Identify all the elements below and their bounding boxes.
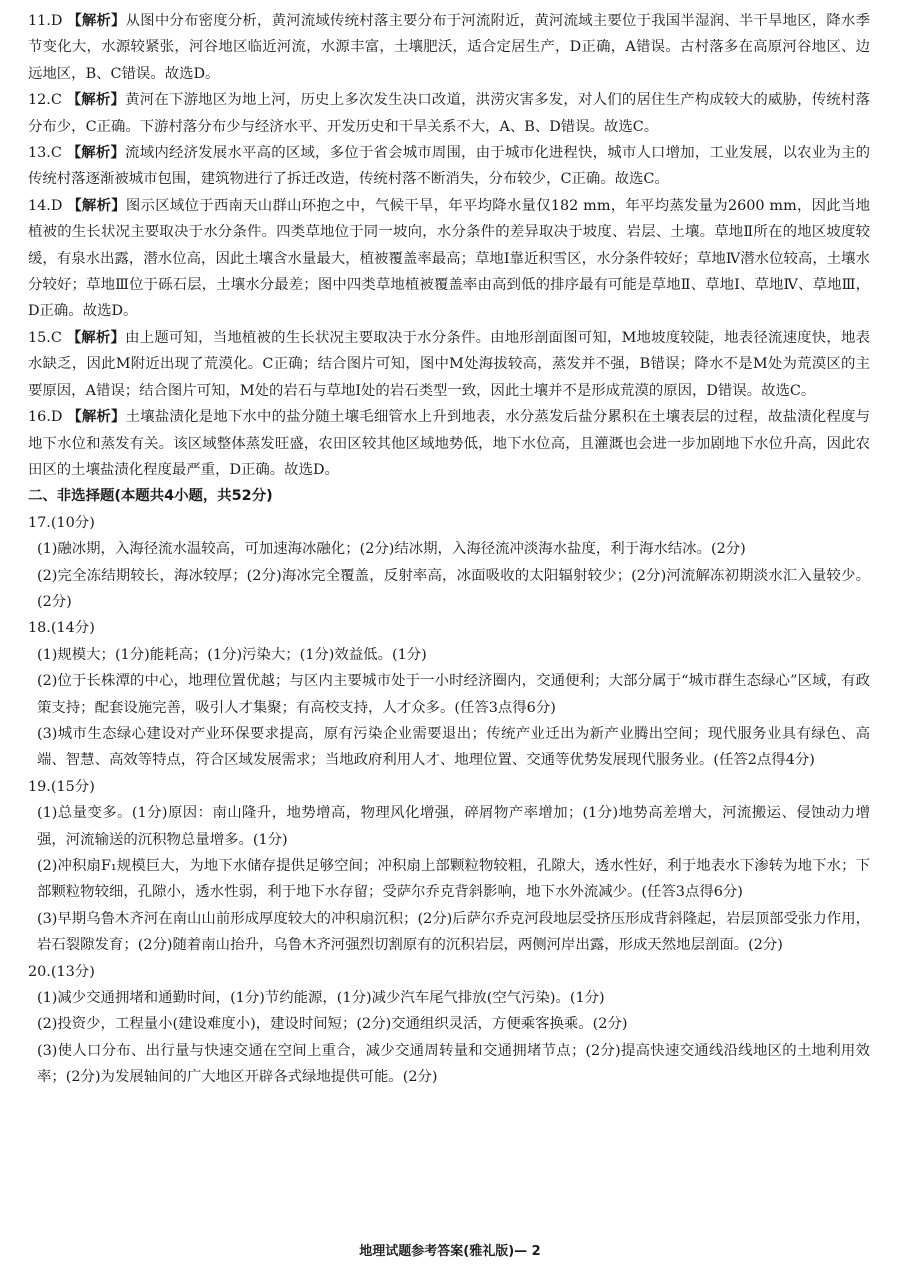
answer-12 [28, 87, 870, 140]
question-18-part-3: (3)城市生态绿心建设对产业环保要求提高，原有污染企业需要退出；传统产业迁出为新产业腾出空间；现代服务业具有绿色、高端、智慧、高效等特点，符合区域发展需求；当地政府利用人才、地理位置、交通等优势发展现代服务业。(任答2点得4分) [37, 725, 870, 769]
analysis-tag: 【解析】 [67, 13, 126, 29]
analysis-tag: 【解析】 [66, 145, 126, 162]
answer-text: 由上题可知，当地植被的生长状况主要取决于水分条件。由地形剖面图可知，M地坡度较陡，地表径流速度快，地表水缺乏，因此M附近出现了荒漠化。C正确；结合图片可知，图中M处海拔较高，蒸发并不强，B错误；降水不是M处为荒漠区的主要原因，A错误；结合图片可知，M处的岩石与草地Ⅰ处的岩石类型一致，因此土壤并不是形成荒漠的原因，D错误。故选C。 [28, 329, 870, 399]
question-19-part-3: (3)早期乌鲁木齐河在南山山前形成厚度较大的冲积扇沉积；(2分)后萨尔乔克河段地层受挤压形成背斜隆起，岩层顶部受张力作用，岩石裂隙发育；(2分)随着南山抬升，乌鲁木齐河强烈切割原有的沉积岩层，两侧河岸出露，形成天然地层剖面。(2分) [37, 910, 870, 954]
question-20-part-3: (3)使人口分布、出行量与快速交通在空间上重合，减少交通周转量和交通拥堵节点；(2分)提高快速交通线沿线地区的土地利用效率；(2分)为发展轴间的广大地区开辟各式绿地提供可能。(2分) [37, 1042, 870, 1086]
answer-16 [28, 404, 870, 483]
question-number: 16.D [28, 409, 68, 426]
answer-14 [28, 193, 870, 325]
analysis-tag: 【解析】 [67, 197, 126, 214]
answer-11 [28, 8, 870, 87]
question-number: 14.D [28, 197, 68, 214]
question-17-part-2: (2)完全冻结期较长，海冰较厚；(2分)海冰完全覆盖，反射率高，冰面吸收的太阳辐射较少；(2分)河流解冻初期淡水汇入量较少。(2分) [37, 567, 870, 610]
question-18-heading: 18.(14分) [28, 620, 95, 637]
answer-text: 黄河在下游地区为地上河，历史上多次发生决口改道，洪涝灾害多发，对人们的居住生产构成较大的威胁，传统村落分布少，C正确。下游村落分布少与经济水平、开发历史和干旱关系不大，A、B、D错误。故选C。 [28, 92, 870, 135]
question-number: 13.C [28, 145, 67, 162]
question-19-heading: 19.(15分) [28, 778, 95, 795]
question-20-part-1: (1)减少交通拥堵和通勤时间，(1分)节约能源，(1分)减少汽车尾气排放(空气污染)。(1分) [37, 990, 605, 1007]
page-footer: 地理试题参考答案(雅礼版)— 2 [359, 1244, 541, 1259]
question-18-part-2: (2)位于长株潭的中心，地理位置优越；与区内主要城市处于一小时经济圈内，交通便利；大部分属于“城市群生态绿心”区域，有政策支持；配套设施完善，吸引人才集聚；有高校支持，人才众多。(任答3点得6分) [37, 673, 870, 716]
question-18-part-1: (1)规模大；(1分)能耗高；(1分)污染大；(1分)效益低。(1分) [37, 646, 427, 663]
question-number: 11.D [28, 13, 68, 29]
answer-15 [28, 325, 870, 404]
question-20-part-2: (2)投资少，工程量小(建设难度小)，建设时间短；(2分)交通组织灵活，方便乘客换乘。(2分) [37, 1016, 628, 1033]
analysis-tag: 【解析】 [66, 92, 126, 109]
question-19-part-1: (1)总量变多。(1分)原因：南山隆升，地势增高，物理风化增强，碎屑物产率增加；(1分)地势高差增大，河流搬运、侵蚀动力增强，河流输送的沉积物总量增多。(1分) [37, 805, 870, 848]
answer-page [28, 8, 870, 1091]
question-number: 15.C [28, 329, 67, 346]
question-number: 12.C [28, 92, 67, 109]
question-17-heading: 17.(10分) [28, 514, 95, 531]
analysis-tag: 【解析】 [67, 409, 126, 426]
answer-text: 从图中分布密度分析，黄河流域传统村落主要分布于河流附近，黄河流域主要位于我国半湿润、半干旱地区，降水季节变化大，水源较紧张，河谷地区临近河流，水源丰富，土壤肥沃，适合定居生产，D正确，A错误。古村落多在高原河谷地区、边远地区，B、C错误。故选D。 [28, 13, 870, 82]
answer-13 [28, 140, 870, 193]
question-17-part-1: (1)融冰期，入海径流水温较高，可加速海冰融化；(2分)结冰期，入海径流冲淡海水盐度，利于海水结冰。(2分) [37, 541, 746, 558]
question-19-part-2: (2)冲积扇F₁规模巨大，为地下水储存提供足够空间；冲积扇上部颗粒物较粗，孔隙大，透水性好，利于地表水下渗转为地下水；下部颗粒物较细，孔隙小，透水性弱，利于地下水存留；受萨尔乔克背斜影响，地下水外流减少。(任答3点得6分) [37, 858, 870, 901]
answer-text: 图示区域位于西南天山群山环抱之中，气候干旱，年平均降水量仅182 mm，年平均蒸发量为2600 mm，因此当地植被的生长状况主要取决于水分条件。四类草地位于同一坡向，水分条件的差异取决于坡度、岩层、土壤。草地Ⅱ所在的地区坡度较缓，有泉水出露，潜水位高，因此土壤含水量最大，植被覆盖率最高；草地Ⅰ靠近积雪区，水分条件较好；草地Ⅳ潜水位较高，土壤水分较好；草地Ⅲ位于砾石层，土壤水分最差；图中四类草地植被覆盖率由高到低的排序最有可能是草地Ⅱ、草地Ⅰ、草地Ⅳ、草地Ⅲ，D正确。故选D。 [28, 197, 870, 320]
answer-text: 土壤盐渍化是地下水中的盐分随土壤毛细管水上升到地表，水分蒸发后盐分累积在土壤表层的过程，故盐渍化程度与地下水位和蒸发有关。该区域整体蒸发旺盛，农田区较其他区域地势低，地下水位高，且灌溉也会进一步加剧地下水位升高，因此农田区的土壤盐渍化程度最严重，D正确。故选D。 [28, 409, 870, 478]
section-heading: 二、非选择题(本题共4小题，共52分) [28, 488, 273, 505]
analysis-tag: 【解析】 [66, 329, 126, 346]
question-20-heading: 20.(13分) [28, 963, 95, 980]
answer-text: 流域内经济发展水平高的区域，多位于省会城市周围，由于城市化进程快，城市人口增加，工业发展，以农业为主的传统村落逐渐被城市包围，建筑物进行了拆迁改造，传统村落不断消失，分布较少，C正确。故选C。 [28, 145, 870, 188]
